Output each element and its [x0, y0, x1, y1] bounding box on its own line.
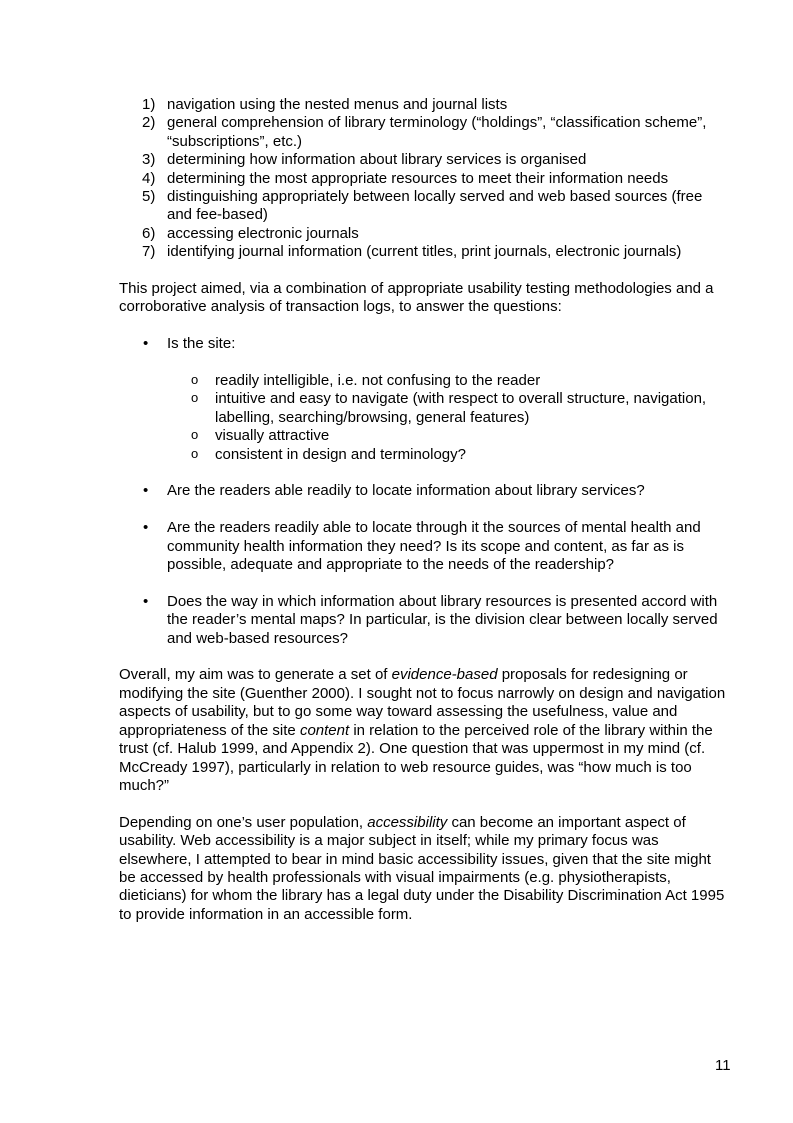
questions-list [119, 335, 731, 648]
circle-bullet-icon: o [191, 427, 199, 443]
circle-bullet-icon: o [191, 445, 199, 461]
page-content [119, 96, 731, 924]
list-item: 2) general comprehension of library terminology (“holdings”, “classification scheme”, “subscriptions”, etc.) [142, 114, 707, 150]
question-item: • Are the readers able readily to locate information about library services? [143, 482, 645, 500]
list-item: 7) identifying journal information (current titles, print journals, electronic journals) [142, 243, 682, 261]
question-item: • Are the readers readily able to locate through it the sources of mental health and community health information they need? Is its scope and content, as far as is possible, adequate and appropriate to the needs of the readership? [143, 519, 701, 574]
bullet-icon: • [143, 592, 149, 610]
bullet-icon: • [143, 482, 149, 500]
sub-list-item: o intuitive and easy to navigate (with respect to overall structure, navigation, labelling, searching/browsing, general features) [191, 390, 707, 426]
question-item: • Is the site: o readily intelligible, i.e. not confusing to the reader o intuitive and easy to navigate (with respect to overall structure, navigation, labelling, searching/browsing, general features) o visually attractive o consistent in design and terminology? [119, 335, 731, 464]
bullet-icon: • [143, 335, 149, 353]
overall-paragraph: Overall, my aim was to generate a set of evidence-based proposals for redesigning or modifying the site (Guenther 2000). I sought not to focus narrowly on design and navigation aspects of usability, but to go some way toward assessing the usefulness, value and appropriateness of the site content in relation to the perceived role of the library within the trust (cf. Halub 1999, and Appendix 2). One question that was uppermost in my mind (cf. McCready 1997), particularly in relation to web resource guides, was “how much is too much?” [119, 666, 726, 794]
accessibility-paragraph: Depending on one’s user population, accessibility can become an important aspect of usability. Web accessibility is a major subject in itself; while my primary focus was elsewhere, I attempted to bear in mind basic accessibility issues, given that the site might be accessed by health professionals with visual impairments (e.g. physiotherapists, dieticians) for whom the library has a legal duty under the Disability Discrimination Act 1995 to provide information in an accessible form. [119, 813, 725, 923]
sub-list-item: o visually attractive [191, 427, 330, 445]
list-item: 1) navigation using the nested menus and journal lists [142, 96, 508, 113]
list-item: 4) determining the most appropriate resources to meet their information needs [142, 169, 669, 187]
sub-question-list [167, 372, 731, 464]
list-item: 5) distinguishing appropriately between locally served and web based sources (free and fee-based) [142, 188, 703, 224]
sub-list-item: o readily intelligible, i.e. not confusing to the reader [191, 372, 541, 390]
sub-list-item: o consistent in design and terminology? [191, 445, 466, 463]
circle-bullet-icon: o [191, 372, 199, 388]
circle-bullet-icon: o [191, 390, 199, 406]
numbered-list [119, 96, 731, 262]
page-number: 11 [715, 1057, 731, 1074]
bullet-icon: • [143, 519, 149, 537]
intro-paragraph: This project aimed, via a combination of appropriate usability testing methodologies and a corroborative analysis of transaction logs, to answer the questions: [119, 280, 714, 316]
list-item: 3) determining how information about library services is organised [142, 151, 587, 169]
list-item: 6) accessing electronic journals [142, 224, 359, 242]
question-item: • Does the way in which information about library resources is presented accord with the reader’s mental maps? In particular, is the division clear between locally served and web-based resources? [143, 592, 718, 647]
